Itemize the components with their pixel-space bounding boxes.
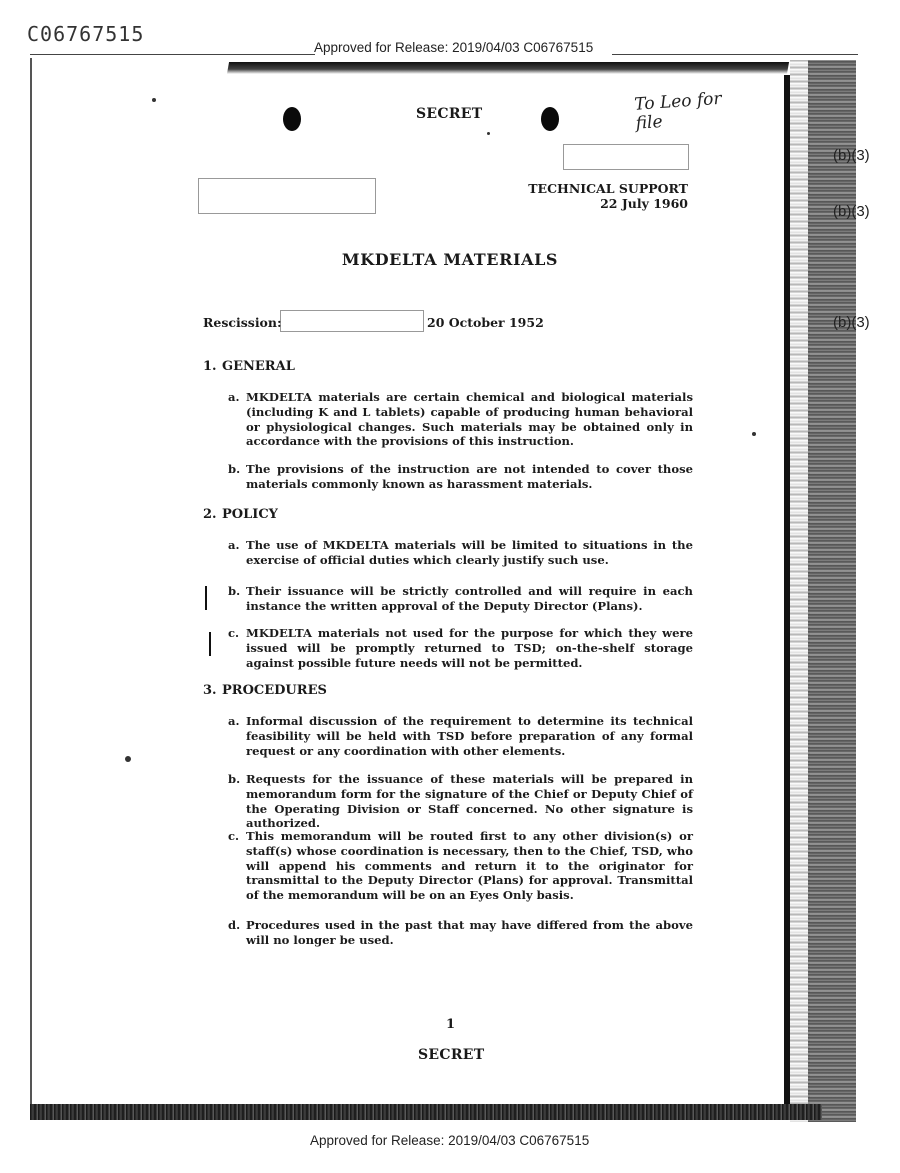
rescission-label: Rescission: [203,315,282,330]
paragraph-2c [228,626,693,670]
section-number: 2. [203,507,217,522]
page-number: 1 [446,1017,456,1032]
redaction-box-3 [280,310,424,332]
paragraph-letter: b. [228,462,241,476]
paragraph-text: Informal discussion of the requirement to determine its technical feasibility will be held with TSD before preparation of any formal request or any coordination with other elements. [246,714,693,758]
paragraph-text: Procedures used in the past that may have differed from the above will no longer be used. [246,918,693,947]
paragraph-letter: a. [228,714,240,728]
paragraph-letter: a. [228,538,240,552]
section-title: PROCEDURES [222,683,327,698]
document-id: C06767515 [27,22,145,46]
paragraph-letter: c. [228,626,240,640]
redaction-box-1 [563,144,689,170]
release-rule-left [30,54,315,55]
section-title: GENERAL [222,359,295,374]
paragraph-letter: b. [228,584,241,598]
exemption-label-1: (b)(3) [833,147,870,164]
paragraph-letter: c. [228,829,240,843]
paragraph-text: MKDELTA materials not used for the purpose for which they were issued will be promptly returned to TSD; on-the-shelf storage against possible future needs will not be permitted. [246,626,693,670]
handwritten-note: To Leo for file [633,88,723,134]
paragraph-1b [228,462,693,492]
office-block [520,181,688,211]
exemption-label-2: (b)(3) [833,203,870,220]
scan-edge-left [30,58,32,1120]
exemption-label-3: (b)(3) [833,314,870,331]
paragraph-text: This memorandum will be routed first to any other division(s) or staff(s) whose coordination is necessary, then to the Chief, TSD, who will append his comments and return it to the originator for transmittal to the Deputy Director (Plans) for approval. Transmittal of the memorandum will be on an Eyes Only basis. [246,829,693,903]
scan-edge-top [227,62,789,74]
paragraph-3c [228,829,693,903]
release-stamp-bottom: Approved for Release: 2019/04/03 C06767515 [310,1133,590,1148]
punch-hole-left [283,107,301,131]
redaction-box-2 [198,178,376,214]
scan-edge-right-light [790,60,810,1122]
margin-mark [209,632,211,656]
paragraph-letter: a. [228,390,240,404]
paragraph-text: Their issuance will be strictly controlled and will require in each instance the written approval of the Deputy Director (Plans). [246,584,693,613]
classification-bottom: SECRET [418,1047,485,1063]
rescission-date: 20 October 1952 [427,315,544,330]
paragraph-3b [228,772,693,831]
margin-mark [205,586,207,610]
office-name: TECHNICAL SUPPORT [528,181,688,196]
scan-edge-bottom [30,1104,822,1120]
paragraph-letter: d. [228,918,241,932]
paragraph-2a [228,538,693,568]
scan-speck [125,756,131,762]
classification-top: SECRET [416,106,483,122]
release-rule-right [612,54,858,55]
section-title: POLICY [222,507,278,522]
paragraph-1a [228,390,693,449]
paragraph-text: Requests for the issuance of these materials will be prepared in memorandum form for the signature of the Chief or Deputy Chief of the Operating Division or Staff concerned. No other signature is authorized. [246,772,693,831]
paragraph-text: The use of MKDELTA materials will be limited to situations in the exercise of official duties which clearly justify such use. [246,538,693,567]
release-stamp-top: Approved for Release: 2019/04/03 C06767515 [314,40,594,55]
scan-edge-right-bar [784,75,790,1120]
paragraph-text: The provisions of the instruction are not intended to cover those materials commonly known as harassment materials. [246,462,693,491]
scan-speck [487,132,490,135]
section-number: 3. [203,683,217,698]
punch-hole-right [541,107,559,131]
scan-speck [752,432,756,436]
paragraph-3a [228,714,693,758]
paragraph-3d [228,918,693,948]
paragraph-2b [228,584,693,614]
paragraph-letter: b. [228,772,241,786]
section-number: 1. [203,359,217,374]
document-title: MKDELTA MATERIALS [341,250,559,269]
paragraph-text: MKDELTA materials are certain chemical and biological materials (including K and L tablets) capable of producing human behavioral or physiological changes. Such materials may be obtained only in accordance with the provisions of this instruction. [246,390,693,449]
document-date: 22 July 1960 [600,196,688,211]
scan-speck [152,98,156,102]
